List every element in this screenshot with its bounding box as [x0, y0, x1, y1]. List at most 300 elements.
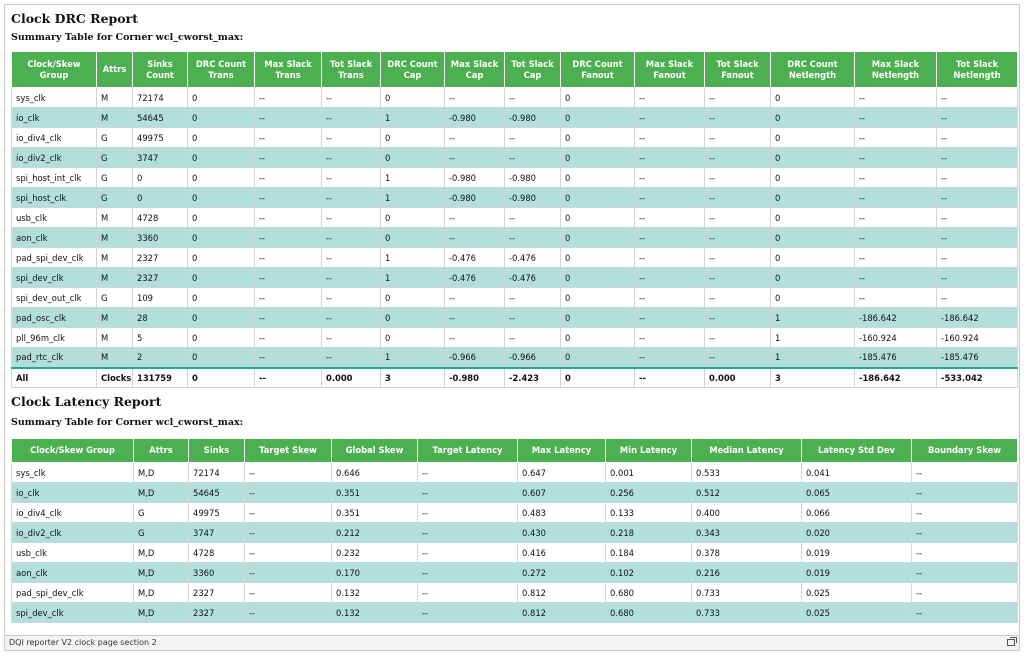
drc-cell: -- [255, 228, 322, 248]
drc-cell: 0 [561, 148, 635, 168]
latency-cell: 0.343 [692, 523, 802, 543]
drc-cell: -- [322, 268, 381, 288]
drc-cell: 0 [188, 288, 255, 308]
drc-summary-table [11, 51, 1018, 388]
drc-cell: -- [635, 328, 705, 348]
drc-table-row [12, 328, 1018, 348]
drc-cell: 0 [561, 128, 635, 148]
latency-cell: 0.025 [802, 583, 912, 603]
drc-cell: -- [322, 228, 381, 248]
drc-cell: G [97, 128, 133, 148]
drc-cell: -- [635, 168, 705, 188]
drc-cell: -- [505, 308, 561, 328]
drc-cell: -160.924 [855, 328, 937, 348]
drc-cell: -0.980 [505, 188, 561, 208]
drc-cell: G [97, 288, 133, 308]
drc-cell: 0 [381, 148, 445, 168]
drc-cell: 0 [188, 148, 255, 168]
latency-report-title: Clock Latency Report [11, 394, 162, 409]
drc-cell: pad_rtc_clk [12, 348, 97, 368]
drc-cell: M [97, 228, 133, 248]
drc-cell: -0.980 [505, 108, 561, 128]
drc-cell: -- [322, 88, 381, 108]
drc-cell: spi_dev_out_clk [12, 288, 97, 308]
drc-cell: 0 [188, 168, 255, 188]
latency-cell: aon_clk [12, 563, 134, 583]
latency-cell: 0.133 [606, 503, 692, 523]
drc-cell: -- [705, 88, 771, 108]
drc-cell: io_div4_clk [12, 128, 97, 148]
drc-cell: -186.642 [937, 308, 1018, 328]
drc-cell: -0.966 [505, 348, 561, 368]
drc-cell: 0 [771, 228, 855, 248]
drc-cell: -- [937, 288, 1018, 308]
drc-total-cell: -0.980 [445, 368, 505, 388]
latency-cell: 4728 [189, 543, 245, 563]
drc-cell: 0 [188, 228, 255, 248]
drc-header-row [12, 52, 1018, 88]
drc-cell: -- [635, 148, 705, 168]
drc-cell: -0.476 [505, 248, 561, 268]
drc-cell: -- [635, 348, 705, 368]
drc-header-cell: Tot Slack Netlength [937, 52, 1018, 88]
latency-cell: M,D [134, 603, 189, 623]
latency-table-row [12, 523, 1018, 543]
drc-cell: io_clk [12, 108, 97, 128]
latency-cell: 2327 [189, 583, 245, 603]
drc-cell: -- [255, 108, 322, 128]
latency-cell: 0.733 [692, 603, 802, 623]
latency-cell: -- [245, 543, 332, 563]
drc-header-cell: Max Slack Cap [445, 52, 505, 88]
drc-cell: 0 [381, 288, 445, 308]
latency-header-cell: Latency Std Dev [802, 439, 912, 463]
latency-cell: 72174 [189, 463, 245, 483]
latency-header-cell: Clock/Skew Group [12, 439, 134, 463]
latency-cell: 3747 [189, 523, 245, 543]
latency-cell: -- [418, 563, 518, 583]
latency-cell: 49975 [189, 503, 245, 523]
drc-cell: 0 [561, 268, 635, 288]
drc-cell: -- [445, 128, 505, 148]
latency-cell: 0.020 [802, 523, 912, 543]
latency-table-row [12, 543, 1018, 563]
drc-cell: 0 [771, 88, 855, 108]
drc-cell: -185.476 [937, 348, 1018, 368]
drc-cell: -- [505, 128, 561, 148]
latency-cell: 0.416 [518, 543, 606, 563]
drc-summary-subtitle: Summary Table for Corner wcl_cworst_max: [11, 32, 244, 43]
drc-cell: -- [255, 88, 322, 108]
latency-cell: M,D [134, 483, 189, 503]
drc-cell: -- [855, 288, 937, 308]
latency-cell: -- [418, 463, 518, 483]
drc-cell: -- [322, 208, 381, 228]
drc-cell: -185.476 [855, 348, 937, 368]
latency-cell: -- [912, 523, 1018, 543]
latency-cell: M,D [134, 543, 189, 563]
latency-cell: 0.001 [606, 463, 692, 483]
drc-cell: -0.980 [445, 108, 505, 128]
latency-cell: 0.351 [332, 503, 418, 523]
drc-cell: -- [937, 248, 1018, 268]
latency-cell: 0.483 [518, 503, 606, 523]
latency-header-cell: Attrs [134, 439, 189, 463]
drc-cell: -- [855, 188, 937, 208]
latency-cell: 0.812 [518, 583, 606, 603]
drc-cell: M [97, 308, 133, 328]
drc-cell: -- [705, 168, 771, 188]
drc-cell: 49975 [133, 128, 188, 148]
drc-cell: -- [255, 308, 322, 328]
latency-cell: -- [418, 483, 518, 503]
drc-cell: 0 [188, 188, 255, 208]
drc-cell: -- [635, 248, 705, 268]
drc-cell: 0 [561, 328, 635, 348]
drc-cell: M [97, 328, 133, 348]
latency-cell: G [134, 523, 189, 543]
latency-cell: M,D [134, 563, 189, 583]
drc-cell: -- [855, 148, 937, 168]
drc-cell: M [97, 88, 133, 108]
latency-cell: 0.400 [692, 503, 802, 523]
drc-cell: 2327 [133, 268, 188, 288]
latency-cell: 0.378 [692, 543, 802, 563]
drc-cell: 0 [133, 188, 188, 208]
drc-cell: -- [255, 268, 322, 288]
drc-cell: 2 [133, 348, 188, 368]
latency-cell: 0.232 [332, 543, 418, 563]
drc-cell: usb_clk [12, 208, 97, 228]
drc-cell: -- [255, 328, 322, 348]
drc-cell: 0 [381, 208, 445, 228]
drc-cell: -- [445, 208, 505, 228]
drc-cell: -- [705, 308, 771, 328]
drc-cell: 1 [381, 268, 445, 288]
drc-cell: -- [635, 228, 705, 248]
latency-cell: 0.170 [332, 563, 418, 583]
drc-cell: -- [255, 168, 322, 188]
latency-cell: io_div4_clk [12, 503, 134, 523]
latency-header-cell: Target Latency [418, 439, 518, 463]
drc-cell: 0 [561, 348, 635, 368]
drc-cell: -- [445, 308, 505, 328]
drc-cell: io_div2_clk [12, 148, 97, 168]
latency-cell: 0.733 [692, 583, 802, 603]
latency-cell: 0.680 [606, 583, 692, 603]
drc-cell: -- [322, 128, 381, 148]
drc-cell: -- [635, 288, 705, 308]
drc-cell: -- [705, 108, 771, 128]
drc-total-cell: -- [635, 368, 705, 388]
drc-cell: M [97, 108, 133, 128]
latency-cell: -- [245, 603, 332, 623]
expand-icon[interactable] [1007, 639, 1015, 646]
latency-cell: -- [912, 563, 1018, 583]
drc-cell: 0 [561, 208, 635, 228]
drc-total-cell: All [12, 368, 97, 388]
drc-table-row [12, 268, 1018, 288]
latency-cell: 0.646 [332, 463, 418, 483]
drc-header-cell: Clock/Skew Group [12, 52, 97, 88]
drc-cell: 0 [188, 308, 255, 328]
drc-cell: 0 [188, 128, 255, 148]
drc-cell: -- [505, 288, 561, 308]
drc-header-cell: Tot Slack Fanout [705, 52, 771, 88]
drc-cell: -- [255, 288, 322, 308]
drc-cell: -- [855, 208, 937, 228]
latency-cell: 0.065 [802, 483, 912, 503]
drc-cell: M [97, 248, 133, 268]
drc-cell: 0 [771, 288, 855, 308]
latency-cell: -- [245, 503, 332, 523]
latency-header-cell: Min Latency [606, 439, 692, 463]
drc-cell: -- [255, 148, 322, 168]
drc-cell: -- [505, 208, 561, 228]
drc-total-cell: Clocks [97, 368, 133, 388]
drc-cell: 5 [133, 328, 188, 348]
latency-cell: 0.019 [802, 563, 912, 583]
drc-cell: -0.476 [445, 268, 505, 288]
drc-cell: -- [855, 228, 937, 248]
drc-cell: 1 [381, 108, 445, 128]
drc-total-cell: -2.423 [505, 368, 561, 388]
drc-cell: -- [705, 228, 771, 248]
drc-cell: 0 [381, 88, 445, 108]
drc-cell: -- [505, 148, 561, 168]
drc-cell: 54645 [133, 108, 188, 128]
drc-cell: -- [635, 268, 705, 288]
drc-cell: 0 [188, 248, 255, 268]
drc-cell: -- [937, 208, 1018, 228]
drc-cell: -- [855, 168, 937, 188]
latency-cell: io_div2_clk [12, 523, 134, 543]
drc-cell: -0.476 [445, 248, 505, 268]
drc-cell: -0.980 [445, 168, 505, 188]
drc-cell: spi_host_clk [12, 188, 97, 208]
drc-cell: M [97, 208, 133, 228]
drc-cell: -- [255, 208, 322, 228]
drc-cell: pad_osc_clk [12, 308, 97, 328]
drc-cell: -- [705, 328, 771, 348]
latency-cell: 0.212 [332, 523, 418, 543]
drc-cell: -- [705, 208, 771, 228]
latency-table-row [12, 603, 1018, 623]
drc-table-row [12, 188, 1018, 208]
latency-header-row [12, 439, 1018, 463]
drc-cell: -- [505, 228, 561, 248]
drc-cell: 1 [381, 188, 445, 208]
drc-cell: 28 [133, 308, 188, 328]
latency-cell: -- [912, 503, 1018, 523]
drc-cell: 3360 [133, 228, 188, 248]
latency-cell: -- [245, 483, 332, 503]
drc-cell: -- [635, 308, 705, 328]
drc-cell: -160.924 [937, 328, 1018, 348]
drc-cell: -- [855, 108, 937, 128]
latency-cell: io_clk [12, 483, 134, 503]
latency-cell: -- [912, 463, 1018, 483]
drc-cell: G [97, 188, 133, 208]
latency-cell: -- [912, 583, 1018, 603]
latency-summary-subtitle: Summary Table for Corner wcl_cworst_max: [11, 417, 244, 428]
latency-cell: 54645 [189, 483, 245, 503]
latency-cell: usb_clk [12, 543, 134, 563]
drc-cell: 0 [381, 128, 445, 148]
drc-cell: -- [937, 168, 1018, 188]
drc-cell: -- [705, 188, 771, 208]
drc-cell: -- [445, 288, 505, 308]
drc-cell: 1 [771, 328, 855, 348]
latency-header-cell: Global Skew [332, 439, 418, 463]
drc-cell: pll_96m_clk [12, 328, 97, 348]
drc-cell: -0.966 [445, 348, 505, 368]
drc-cell: -- [322, 348, 381, 368]
drc-header-cell: DRC Count Netlength [771, 52, 855, 88]
drc-header-cell: Max Slack Netlength [855, 52, 937, 88]
drc-cell: aon_clk [12, 228, 97, 248]
latency-table-row [12, 463, 1018, 483]
drc-cell: sys_clk [12, 88, 97, 108]
drc-table-row [12, 168, 1018, 188]
drc-cell: -- [937, 88, 1018, 108]
drc-header-cell: Max Slack Fanout [635, 52, 705, 88]
drc-cell: -- [937, 268, 1018, 288]
drc-cell: 1 [381, 248, 445, 268]
latency-header-cell: Boundary Skew [912, 439, 1018, 463]
latency-cell: M,D [134, 583, 189, 603]
drc-cell: -0.980 [445, 188, 505, 208]
latency-cell: -- [418, 523, 518, 543]
drc-cell: -- [322, 168, 381, 188]
drc-cell: 0 [381, 328, 445, 348]
latency-cell: 3360 [189, 563, 245, 583]
drc-cell: -- [255, 188, 322, 208]
drc-cell: 0 [771, 248, 855, 268]
drc-header-cell: Tot Slack Cap [505, 52, 561, 88]
latency-cell: -- [245, 523, 332, 543]
latency-cell: 0.066 [802, 503, 912, 523]
latency-cell: -- [245, 563, 332, 583]
drc-header-cell: Sinks Count [133, 52, 188, 88]
drc-cell: 0 [561, 228, 635, 248]
drc-cell: 0 [771, 188, 855, 208]
report-frame [4, 4, 1020, 636]
latency-cell: -- [418, 583, 518, 603]
latency-table-row [12, 563, 1018, 583]
drc-cell: 0 [771, 128, 855, 148]
drc-cell: -- [937, 128, 1018, 148]
latency-cell: -- [912, 483, 1018, 503]
latency-cell: -- [912, 543, 1018, 563]
drc-cell: 0 [561, 108, 635, 128]
drc-cell: -- [322, 108, 381, 128]
drc-cell: -- [322, 288, 381, 308]
drc-cell: -- [445, 88, 505, 108]
drc-cell: -- [255, 128, 322, 148]
latency-summary-table [11, 438, 1018, 623]
latency-cell: pad_spi_dev_clk [12, 583, 134, 603]
latency-cell: spi_dev_clk [12, 603, 134, 623]
latency-cell: -- [418, 543, 518, 563]
latency-table-row [12, 583, 1018, 603]
report-content [11, 9, 1013, 623]
drc-table-row [12, 228, 1018, 248]
drc-cell: G [97, 168, 133, 188]
drc-cell: -- [937, 108, 1018, 128]
drc-header-cell: DRC Count Fanout [561, 52, 635, 88]
drc-cell: 1 [771, 348, 855, 368]
drc-header-cell: Attrs [97, 52, 133, 88]
drc-cell: -- [705, 288, 771, 308]
drc-cell: -- [705, 148, 771, 168]
drc-cell: 0 [771, 208, 855, 228]
drc-cell: -- [635, 88, 705, 108]
latency-cell: 0.132 [332, 583, 418, 603]
latency-cell: 0.647 [518, 463, 606, 483]
drc-cell: 0 [381, 308, 445, 328]
latency-cell: G [134, 503, 189, 523]
drc-cell: 0 [771, 108, 855, 128]
latency-table-row [12, 483, 1018, 503]
latency-cell: 0.533 [692, 463, 802, 483]
latency-cell: 0.680 [606, 603, 692, 623]
drc-header-cell: Tot Slack Trans [322, 52, 381, 88]
drc-total-row [12, 368, 1018, 388]
drc-total-cell: -533.042 [937, 368, 1018, 388]
drc-cell: 0 [771, 268, 855, 288]
drc-cell: -- [445, 228, 505, 248]
drc-cell: -- [635, 188, 705, 208]
drc-cell: -- [322, 308, 381, 328]
drc-cell: spi_host_int_clk [12, 168, 97, 188]
latency-header-cell: Target Skew [245, 439, 332, 463]
drc-cell: -- [705, 348, 771, 368]
drc-table-row [12, 248, 1018, 268]
drc-cell: -- [505, 88, 561, 108]
drc-cell: -0.476 [505, 268, 561, 288]
drc-cell: 0 [188, 268, 255, 288]
drc-cell: -- [322, 328, 381, 348]
drc-cell: -- [855, 268, 937, 288]
drc-cell: 1 [771, 308, 855, 328]
drc-cell: pad_spi_dev_clk [12, 248, 97, 268]
latency-cell: 0.607 [518, 483, 606, 503]
drc-total-cell: -186.642 [855, 368, 937, 388]
drc-table-row [12, 108, 1018, 128]
latency-cell: M,D [134, 463, 189, 483]
page-footer [4, 636, 1020, 651]
drc-cell: spi_dev_clk [12, 268, 97, 288]
footer-caption: DQI reporter V2 clock page section 2 [9, 638, 157, 647]
drc-cell: -- [445, 148, 505, 168]
drc-cell: 4728 [133, 208, 188, 228]
drc-cell: 2327 [133, 248, 188, 268]
drc-cell: -- [855, 88, 937, 108]
drc-header-cell: DRC Count Trans [188, 52, 255, 88]
latency-cell: 0.216 [692, 563, 802, 583]
drc-total-cell: -- [255, 368, 322, 388]
drc-report-title: Clock DRC Report [11, 11, 138, 26]
drc-cell: 0 [561, 88, 635, 108]
drc-total-cell: 131759 [133, 368, 188, 388]
latency-cell: -- [245, 463, 332, 483]
latency-cell: 2327 [189, 603, 245, 623]
drc-cell: 0 [771, 148, 855, 168]
latency-cell: -- [418, 503, 518, 523]
latency-cell: 0.272 [518, 563, 606, 583]
latency-cell: sys_clk [12, 463, 134, 483]
